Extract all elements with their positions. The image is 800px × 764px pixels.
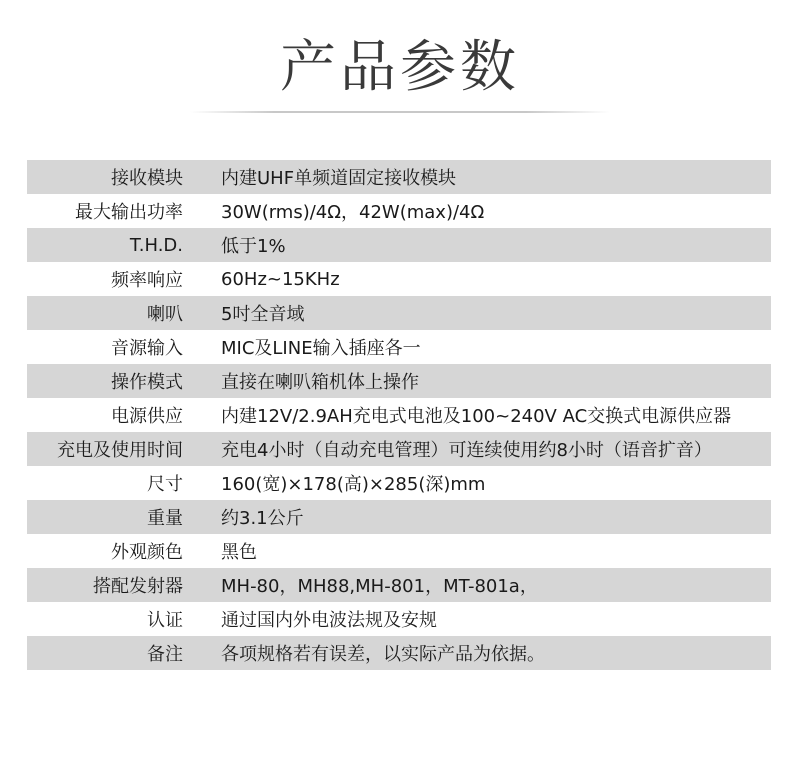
spec-row-operation-mode: [27, 364, 771, 398]
spec-value: 直接在喇叭箱机体上操作: [221, 372, 419, 393]
spec-row-thd: [27, 228, 771, 262]
spec-label: 搭配发射器: [93, 576, 183, 597]
spec-table: [27, 160, 771, 670]
spec-row-certification: [27, 602, 771, 636]
page-title: 产品参数: [280, 35, 520, 100]
spec-label: T.H.D.: [129, 234, 183, 256]
spec-row-remarks: [27, 636, 771, 670]
spec-value: 160(宽)×178(高)×285(深)mm: [221, 474, 486, 495]
spec-row-compatible-transmitters: [27, 568, 771, 602]
spec-value: 低于1%: [221, 236, 286, 257]
spec-row-audio-input: [27, 330, 771, 364]
title-divider: [190, 111, 610, 113]
spec-row-power-supply: [27, 398, 771, 432]
spec-row-speaker: [27, 296, 771, 330]
spec-label: 外观颜色: [111, 542, 183, 563]
spec-label: 认证: [147, 610, 183, 631]
spec-value: 内建UHF单频道固定接收模块: [221, 168, 457, 189]
spec-label: 备注: [147, 644, 183, 665]
spec-value: 黑色: [221, 542, 257, 563]
spec-row-frequency-response: [27, 262, 771, 296]
spec-value: MIC及LINE输入插座各一: [221, 338, 421, 359]
spec-row-receiver-module: [27, 160, 771, 194]
spec-value: 约3.1公斤: [221, 508, 304, 529]
spec-label: 电源供应: [111, 406, 183, 427]
spec-value: 5吋全音域: [221, 304, 305, 325]
spec-label: 操作模式: [111, 372, 183, 393]
spec-label: 喇叭: [147, 304, 183, 325]
spec-label: 音源输入: [111, 338, 183, 359]
spec-label: 尺寸: [147, 474, 183, 495]
spec-value: 通过国内外电波法规及安规: [221, 610, 437, 631]
spec-row-max-output-power: [27, 194, 771, 228]
spec-value: MH-80，MH88,MH-801，MT-801a，: [221, 576, 538, 597]
spec-value: 各项规格若有误差，以实际产品为依据。: [221, 644, 545, 665]
spec-row-weight: [27, 500, 771, 534]
spec-value: 60Hz~15KHz: [221, 268, 340, 290]
spec-label: 最大输出功率: [75, 202, 183, 223]
spec-label: 频率响应: [111, 270, 183, 291]
spec-row-dimensions: [27, 466, 771, 500]
spec-value: 30W(rms)/4Ω，42W(max)/4Ω: [221, 202, 485, 223]
spec-label: 重量: [147, 508, 183, 529]
spec-row-charge-usage-time: [27, 432, 771, 466]
spec-label: 充电及使用时间: [57, 440, 183, 461]
spec-value: 充电4小时（自动充电管理）可连续使用约8小时（语音扩音）: [221, 440, 712, 461]
spec-value: 内建12V/2.9AH充电式电池及100~240V AC交换式电源供应器: [221, 406, 732, 427]
spec-row-color: [27, 534, 771, 568]
spec-label: 接收模块: [111, 168, 183, 189]
